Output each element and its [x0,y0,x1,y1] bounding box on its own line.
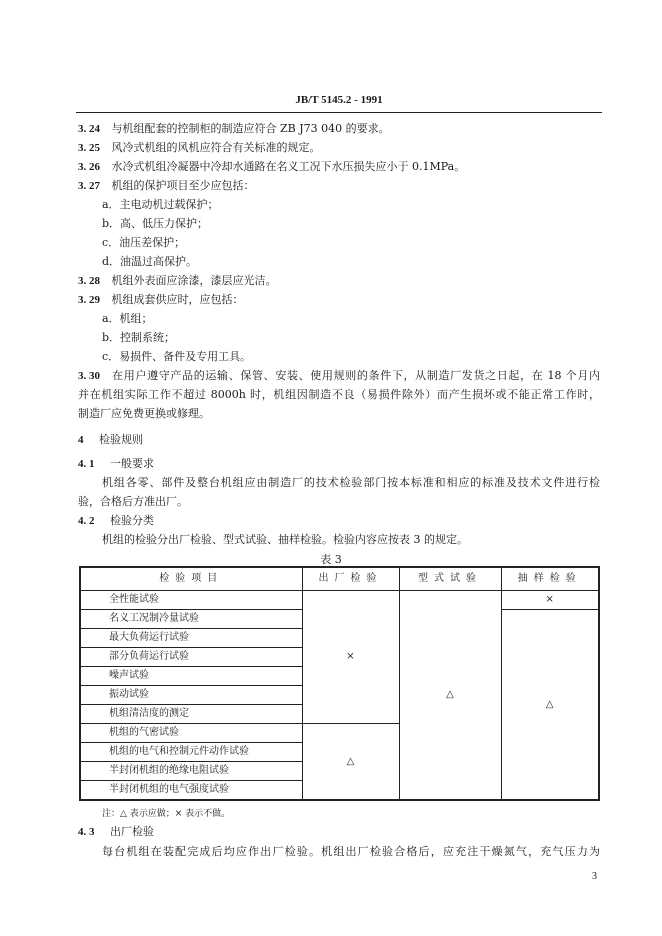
clause-text-line: 并在机组实际工作不超过 8000h 时，机组因制造不良（易损件除外）而产生损坏或不能正常工作时， [78,388,600,401]
inspection-table [79,566,600,801]
clause-number: 3. 28 [78,275,100,287]
list-item: b．控制系统； [102,331,176,344]
table-header-row [80,567,599,591]
item-cell: 机组的气密试验 [80,724,302,743]
clause-3-25 [78,141,600,155]
subsection-number: 4. 2 [78,515,95,527]
subsection-number: 4. 3 [78,826,95,838]
clause-text-line: 制造厂应免费更换或修理。 [78,407,210,420]
clause-number: 3. 27 [78,180,100,192]
subsection-title: 一般要求 [110,457,154,470]
header-factory: 出厂检验 [302,567,399,591]
list-item: c．油压差保护； [102,236,186,249]
item-cell: 机组清洁度的测定 [80,705,302,724]
table-caption: 表 3 [320,553,342,566]
header-type: 型式试验 [399,567,501,591]
clause-text: 在用户遵守产品的运输、保管、安装、使用规则的条件下，从制造厂发货之日起，在 18 个月内 [112,369,600,382]
header-item: 检验项目 [80,567,302,591]
clause-text: 机组外表面应涂漆，漆层应光洁。 [111,274,277,287]
sample-mark: △ [501,610,599,801]
page-number: 3 [592,871,597,882]
section-number: 4 [78,434,84,446]
item-cell: 半封闭机组的电气强度试验 [80,781,302,801]
paragraph-line: 验，合格后方准出厂。 [78,495,188,508]
subsection-4-3-heading [78,825,600,839]
section-title: 检验规则 [99,433,143,446]
factory-mark: × [302,591,399,724]
item-cell: 噪声试验 [80,667,302,686]
paragraph-line: 机组各零、部件及整台机组应由制造厂的技术检验部门按本标准和相应的标准及技术文件进行检 [102,476,600,489]
subsection-4-2-heading [78,514,600,528]
header-rule [76,112,602,113]
list-item: a．主电动机过载保护； [102,198,219,211]
clause-number: 3. 29 [78,294,100,306]
item-cell: 半封闭机组的绝缘电阻试验 [80,762,302,781]
list-item: c．易损件、备件及专用工具。 [102,350,252,363]
clause-text: 机组成套供应时，应包括： [111,293,244,306]
clause-3-26 [78,160,600,174]
paragraph-line: 机组的检验分出厂检验、型式试验、抽样检验。检验内容应按表 3 的规定。 [102,533,468,546]
section-4-heading [78,433,600,447]
clause-number: 3. 30 [78,370,100,382]
subsection-title: 检验分类 [110,514,154,527]
clause-text: 与机组配套的控制柜的制造应符合 ZB J73 040 的要求。 [111,122,390,135]
list-item: a．机组； [102,312,153,325]
standard-header: JB/T 5145.2 - 1991 [295,94,383,106]
clause-text: 机组的保护项目至少应包括： [111,179,255,192]
clause-number: 3. 26 [78,161,100,173]
clause-3-27 [78,179,600,193]
item-cell: 振动试验 [80,686,302,705]
header-sample: 抽样检验 [501,567,599,591]
clause-number: 3. 25 [78,142,100,154]
subsection-4-1-heading [78,457,600,471]
sample-mark: × [501,591,599,610]
table-note: 注：△ 表示应做；× 表示不做。 [102,809,231,819]
item-cell: 机组的电气和控制元件动作试验 [80,743,302,762]
factory-mark: △ [302,724,399,801]
clause-text: 风冷式机组的风机应符合有关标准的规定。 [111,141,321,154]
clause-3-24 [78,122,600,136]
clause-3-29 [78,293,600,307]
item-cell: 最大负荷运行试验 [80,629,302,648]
table-row [80,591,599,610]
clause-3-28 [78,274,600,288]
clause-number: 3. 24 [78,123,100,135]
list-item: d．油温过高保护。 [102,255,198,268]
item-cell: 名义工况制冷量试验 [80,610,302,629]
item-cell: 部分负荷运行试验 [80,648,302,667]
clause-3-30 [78,369,600,383]
subsection-title: 出厂检验 [110,825,154,838]
list-item: b．高、低压力保护； [102,217,209,230]
paragraph-line: 每台机组在装配完成后均应作出厂检验。机组出厂检验合格后，应充注干燥氮气，充气压力为 [102,845,600,858]
subsection-number: 4. 1 [78,458,95,470]
item-cell: 全性能试验 [80,591,302,610]
clause-text: 水冷式机组冷凝器中冷却水通路在名义工况下水压损失应小于 0.1MPa。 [111,160,466,173]
type-mark: △ [399,591,501,801]
